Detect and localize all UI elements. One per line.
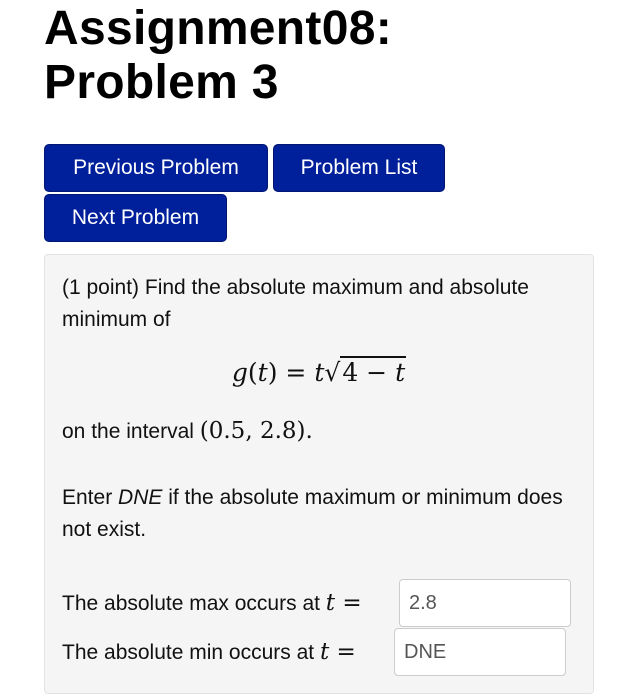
- max-variable: t: [325, 590, 336, 616]
- min-label-text: The absolute min occurs at: [62, 641, 320, 664]
- function-name: g: [231, 358, 248, 387]
- function-variable: t: [257, 358, 268, 387]
- min-equals: =: [329, 639, 356, 665]
- function-factor: t: [314, 358, 325, 387]
- function-equals: ) =: [267, 358, 315, 387]
- dne-suffix: if the absolute maximum or minimum does not exist.: [62, 486, 563, 541]
- dne-prefix: Enter: [62, 486, 119, 509]
- problem-formula: g(t) = t√4 − t: [231, 358, 406, 387]
- sqrt-argument-number: 4 −: [342, 358, 396, 387]
- interval-line: [62, 415, 313, 448]
- max-label: [62, 579, 362, 628]
- interval-prefix: on the interval: [62, 420, 200, 443]
- min-variable: t: [319, 639, 330, 665]
- min-answer-input[interactable]: [394, 628, 566, 676]
- interval-suffix: .: [305, 418, 313, 444]
- previous-problem-button[interactable]: Previous Problem: [44, 144, 268, 192]
- sqrt-argument: [340, 356, 406, 387]
- page-title-line-1: Assignment08:: [44, 2, 392, 55]
- problem-list-button[interactable]: Problem List: [273, 144, 445, 192]
- dne-instruction: [62, 482, 582, 546]
- dne-keyword: DNE: [118, 486, 163, 509]
- next-problem-button[interactable]: Next Problem: [44, 194, 227, 242]
- max-equals: =: [335, 590, 362, 616]
- max-answer-input[interactable]: [399, 579, 571, 627]
- problem-box: [44, 254, 594, 694]
- page-title-line-2: Problem 3: [44, 56, 279, 109]
- sqrt-sign: √: [324, 358, 341, 387]
- min-label: [62, 628, 356, 677]
- sqrt-argument-variable: t: [395, 358, 406, 387]
- problem-intro: (1 point) Find the absolute maximum and absolute minimum of: [62, 276, 529, 331]
- interval-value: (0.5, 2.8): [199, 418, 306, 444]
- max-label-text: The absolute max occurs at: [62, 592, 326, 615]
- page-title: [44, 2, 392, 110]
